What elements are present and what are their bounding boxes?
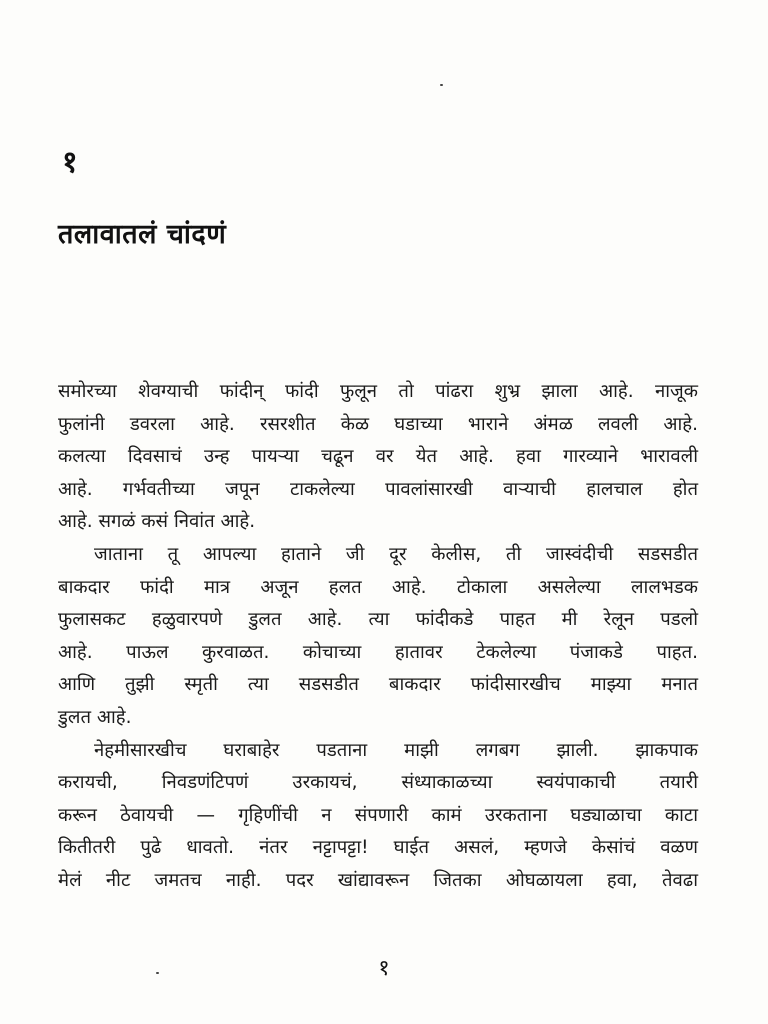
text-line: डुलत आहे.	[58, 706, 132, 728]
text-line: आहे. पाऊल कुरवाळत. कोचाच्या हातावर टेकलेल्या पंजाकडे पाहत.	[58, 641, 698, 663]
text-line: करून ठेवायची — गृहिणींची न संपणारी कामं उरकताना घड्याळाचा काटा	[58, 804, 698, 826]
text-line: बाकदार फांदी मात्र अजून हलत आहे. टोकाला असलेल्या लालभडक	[58, 576, 698, 598]
text-line: आहे. गर्भवतीच्या जपून टाकलेल्या पावलांसारखी वाऱ्याची हालचाल होत	[58, 478, 698, 500]
text-line: करायची, निवडणंटिपणं उरकायचं, संध्याकाळच्या स्वयंपाकाची तयारी	[58, 772, 698, 794]
chapter-body	[58, 376, 698, 898]
paragraph-3	[58, 735, 698, 898]
page-number: १	[378, 956, 390, 981]
paragraph-1	[58, 376, 698, 539]
text-line: समोरच्या शेवग्याची फांदीन् फांदी फुलून तो पांढरा शुभ्र झाला आहे. नाजूक	[58, 381, 698, 402]
chapter-number: १	[62, 145, 78, 180]
text-line: फुलासकट हळुवारपणे डुलत आहे. त्या फांदीकडे पाहत मी रेलून पडलो	[58, 609, 698, 631]
text-line: आहे. सगळं कसं निवांत आहे.	[58, 511, 256, 533]
text-line: जाताना तू आपल्या हाताने जी दूर केलीस, ती जास्वंदीची सडसडीत	[94, 543, 698, 565]
text-line: मेलं नीट जमतच नाही. पदर खांद्यावरून जितका ओघळायला हवा, तेवढा	[58, 869, 698, 891]
text-line: आणि तुझी स्मृती त्या सडसडीत बाकदार फांदीसारखीच माझ्या मनात	[58, 674, 698, 696]
chapter-title: तलावातलं चांदणं	[58, 219, 227, 250]
text-line: नेहमीसारखीच घराबाहेर पडताना माझी लगबग झाली. झाकपाक	[94, 739, 698, 761]
text-line: कितीतरी पुढे धावतो. नंतर नट्टापट्टा! घाईत असलं, म्हणजे केसांचं वळण	[58, 837, 698, 859]
print-speck	[440, 84, 443, 86]
text-line: कलत्या दिवसाचं उन्ह पायऱ्या चढून वर येत आहे. हवा गारव्याने भारावली	[58, 446, 698, 468]
text-line: फुलांनी डवरला आहे. रसरशीत केळ घडाच्या भाराने अंमळ लवली आहे.	[58, 413, 698, 435]
paragraph-2	[58, 539, 698, 735]
